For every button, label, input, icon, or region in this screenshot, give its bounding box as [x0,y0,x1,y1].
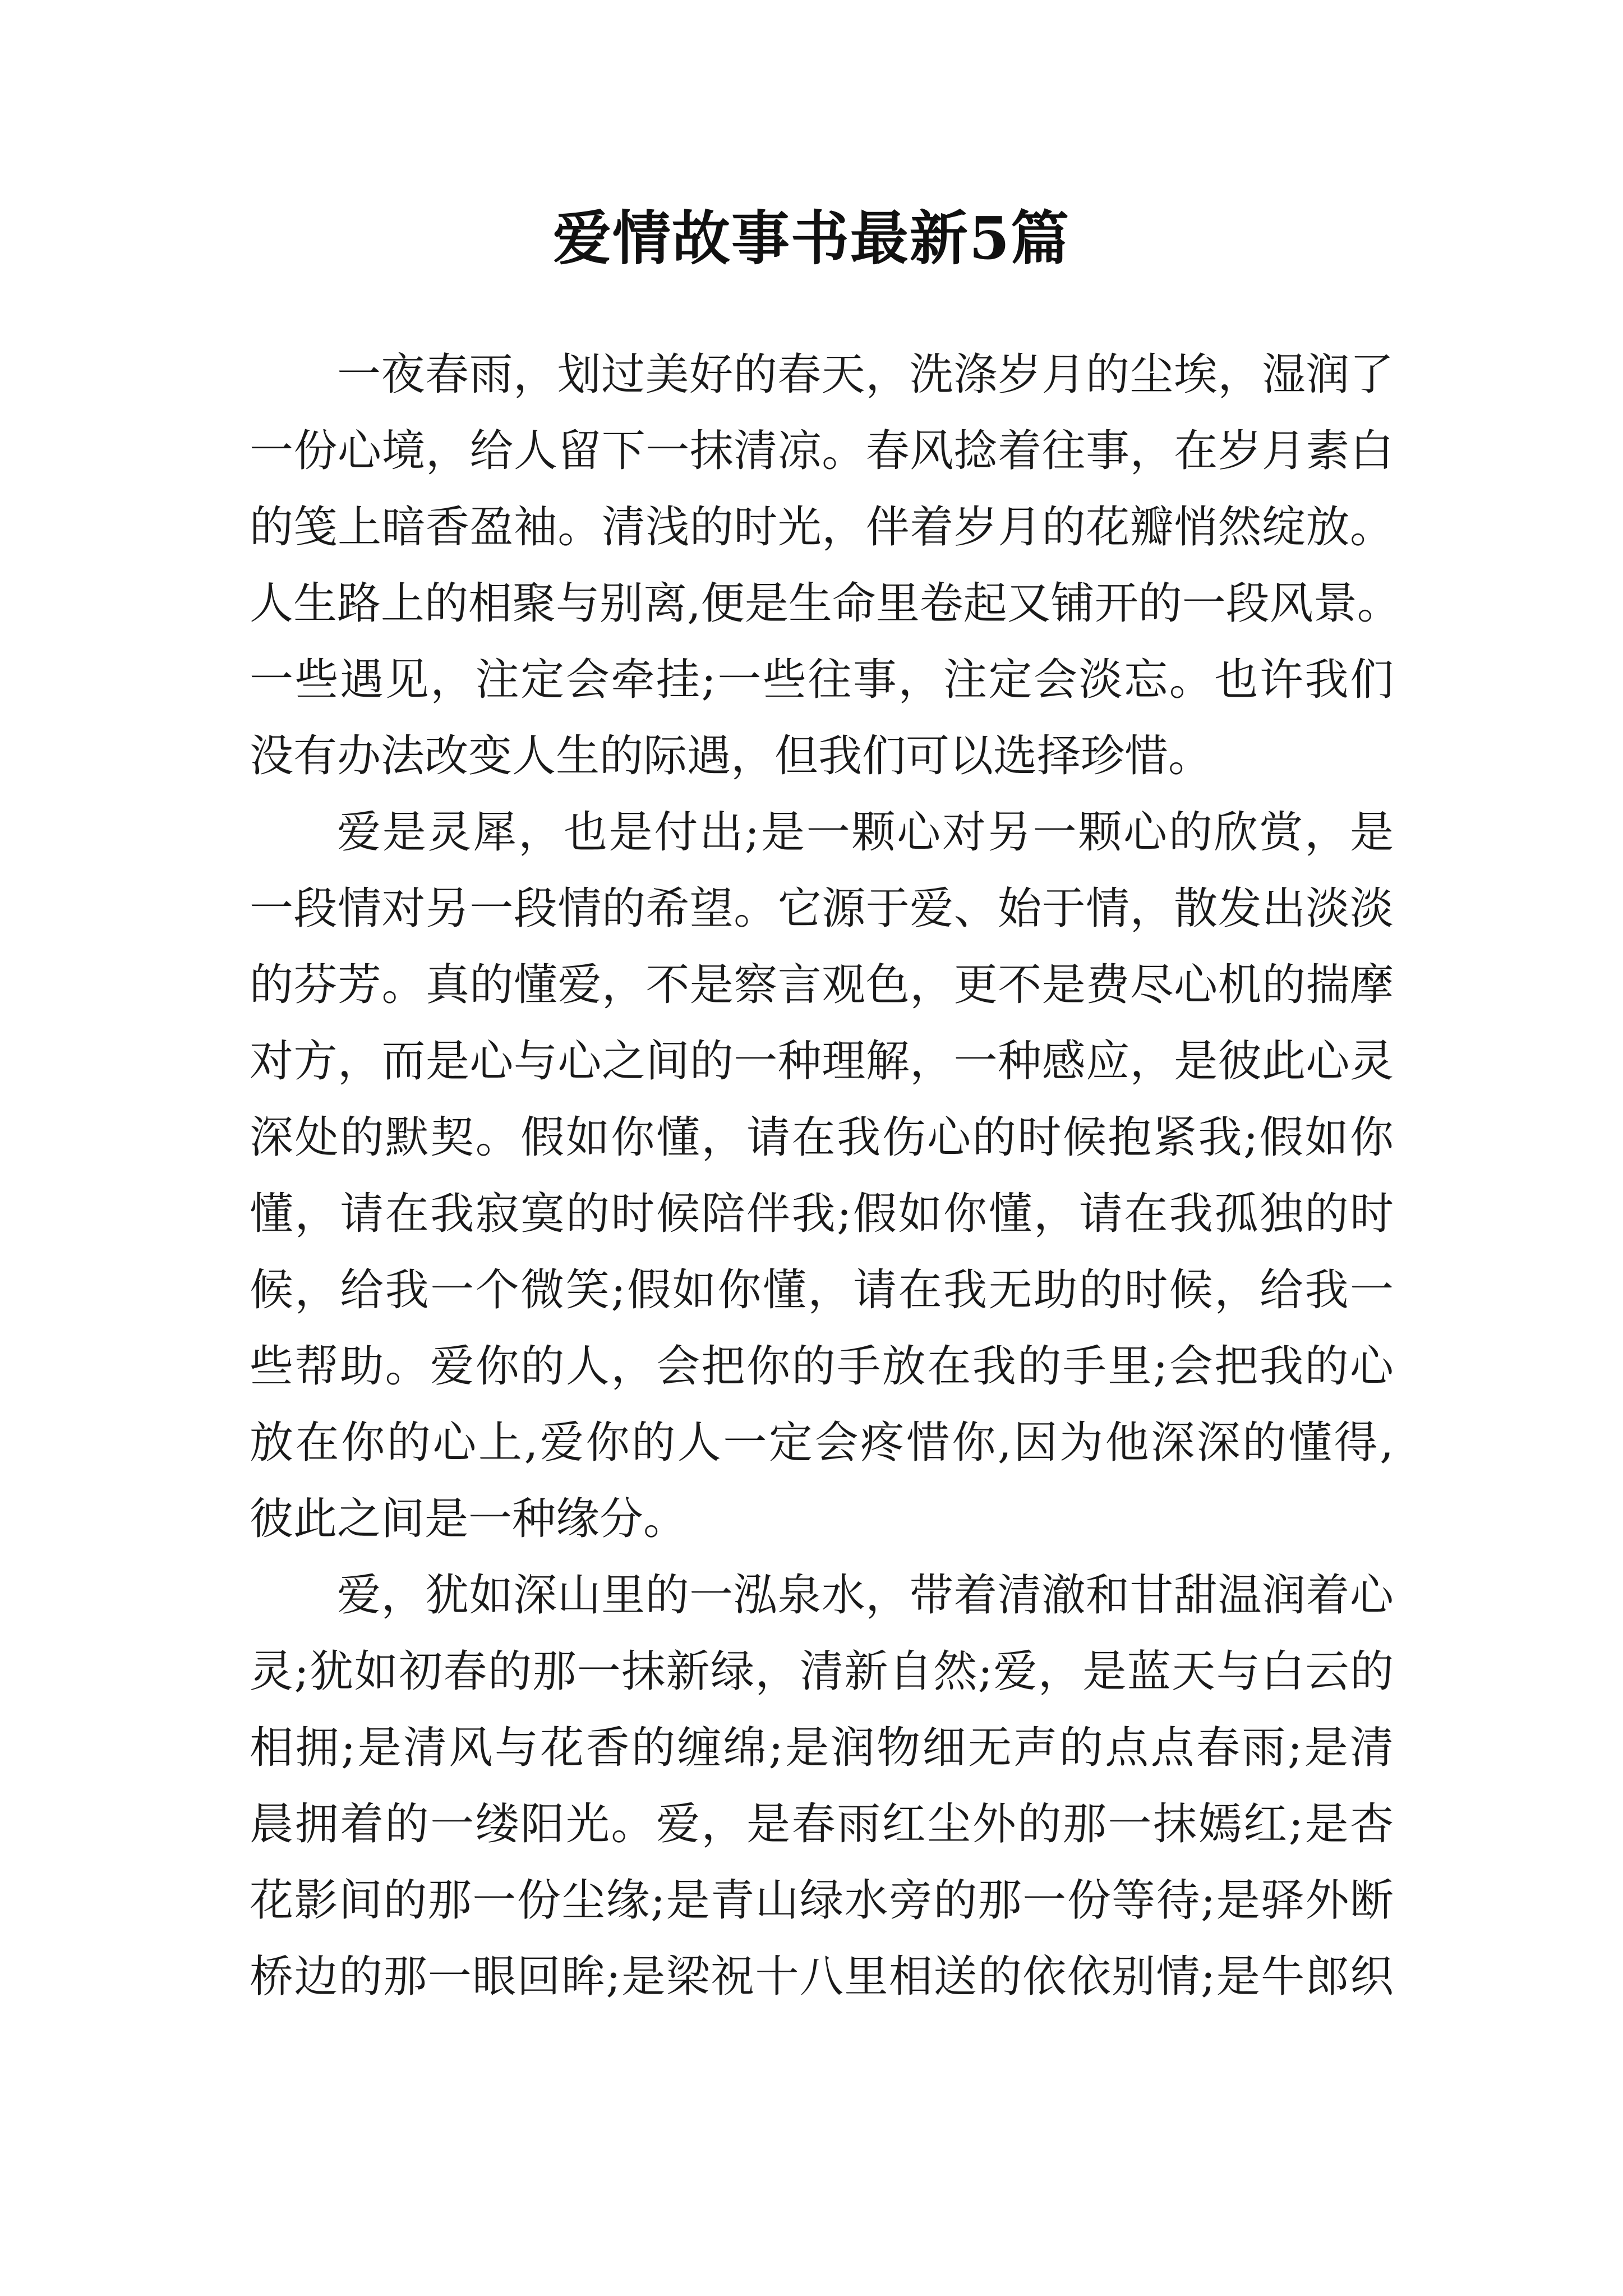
text-line: 的笺上暗香盈袖。清浅的时光，伴着岁月的花瓣悄然绽放。 [250,502,1394,553]
paragraph [250,794,1394,1557]
text-line: 些帮助。爱你的人，会把你的手放在我的手里;会把我的心 [250,1341,1394,1392]
text-line: 桥边的那一眼回眸;是梁祝十八里相送的依依别情;是牛郎织 [250,1952,1394,2002]
text-line: 一段情对另一段情的希望。它源于爱、始于情，散发出淡淡 [250,884,1394,934]
text-line: 的芬芳。真的懂爱，不是察言观色，更不是费尽心机的揣摩 [250,960,1394,1010]
text-line: 深处的默契。假如你懂，请在我伤心的时候抱紧我;假如你 [250,1112,1394,1163]
text-line: 一夜春雨，划过美好的春天，洗涤岁月的尘埃，湿润了 [337,349,1394,400]
text-line: 相拥;是清风与花香的缠绵;是润物细无声的点点春雨;是清 [250,1723,1394,1773]
text-line: 彼此之间是一种缘分。 [250,1494,688,1544]
document-body [250,337,1401,2015]
text-line: 对方，而是心与心之间的一种理解，一种感应，是彼此心灵 [250,1036,1394,1087]
text-line: 放在你的心上,爱你的人一定会疼惜你,因为他深深的懂得, [250,1418,1394,1468]
text-line: 一些遇见，注定会牵挂;一些往事，注定会淡忘。也许我们 [250,655,1394,705]
text-line: 没有办法改变人生的际遇，但我们可以选择珍惜。 [250,731,1212,781]
text-line: 人生路上的相聚与别离,便是生命里卷起又铺开的一段风景。 [250,578,1401,629]
text-line: 灵;犹如初春的那一抹新绿，清新自然;爱，是蓝天与白云的 [250,1646,1394,1697]
text-line: 爱，犹如深山里的一泓泉水，带着清澈和甘甜温润着心 [337,1570,1394,1621]
paragraph [250,1557,1394,2015]
text-line: 懂，请在我寂寞的时候陪伴我;假如你懂，请在我孤独的时 [250,1189,1394,1239]
text-line: 一份心境，给人留下一抹清凉。春风捻着往事，在岁月素白 [250,426,1394,476]
text-line: 花影间的那一份尘缘;是青山绿水旁的那一份等待;是驿外断 [250,1875,1394,1926]
text-line: 爱是灵犀，也是付出;是一颗心对另一颗心的欣赏，是 [337,807,1394,858]
document-title: 爱情故事书最新5篇 [552,204,1071,273]
text-line: 晨拥着的一缕阳光。爱，是春雨红尘外的那一抹嫣红;是杏 [250,1799,1394,1849]
paragraph [250,337,1401,794]
text-line: 候，给我一个微笑;假如你懂，请在我无助的时候，给我一 [250,1265,1394,1315]
